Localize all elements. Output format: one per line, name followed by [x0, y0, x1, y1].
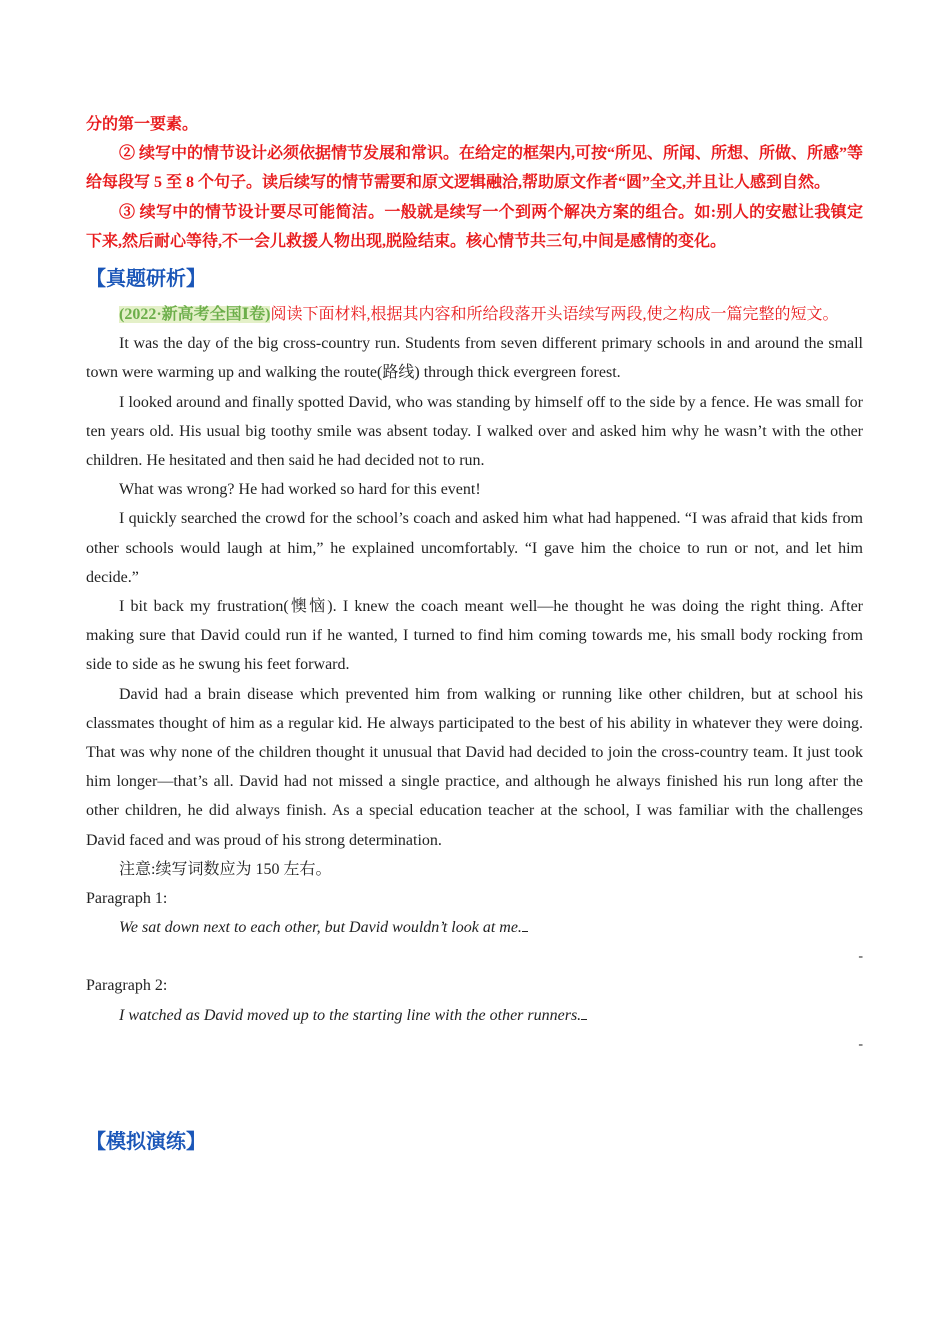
paragraph-2-opening-text: I watched as David moved up to the starting line with the other runners.: [119, 1006, 582, 1024]
instruction-text: 阅读下面材料,根据其内容和所给段落开头语续写两段,使之构成一篇完整的短文。: [270, 306, 839, 324]
answer-blank-2: [581, 1005, 587, 1020]
word-count-note: 注意:续写词数应为 150 左右。: [119, 860, 332, 878]
answer-blank-1: [522, 917, 528, 932]
intro-line-continuation: 分的第一要素。: [86, 116, 199, 133]
story-paragraph-5: I bit back my frustration(懊恼). I knew the coach meant well—he thought he was doing the right thing. After making sure that David could run if he wanted, I turned to find him coming towards me, his small body rocking from side to side as he swung his feet forward.: [86, 598, 863, 674]
document-content: [86, 110, 863, 1163]
story-paragraph-3: What was wrong? He had worked so hard for this event!: [119, 481, 481, 499]
section-heading-real-exam: 【真题研析】: [86, 266, 206, 291]
intro-item-3: ③ 续写中的情节设计要尽可能简洁。一般就是续写一个到两个解决方案的组合。如:别人的安慰让我镇定下来,然后耐心等待,不一会儿救援人物出现,脱险结束。核心情节共三句,中间是感情的变化。: [86, 203, 863, 250]
section-heading-practice: 【模拟演练】: [86, 1128, 206, 1153]
answer-line-end-2: -: [858, 1036, 863, 1052]
paragraph-2-label: Paragraph 2:: [86, 977, 168, 995]
paragraph-1-opening-text: We sat down next to each other, but David wouldn’t look at me.: [119, 919, 522, 937]
answer-line-end-1: -: [858, 949, 863, 965]
intro-item-2: ② 续写中的情节设计必须依据情节发展和常识。在给定的框架内,可按“所见、所闻、所想、所做、所感”等给每段写 5 至 8 个句子。读后续写的情节需要和原文逻辑融洽,帮助原文作者“圆”全文,并且让人感到自然。: [86, 145, 864, 192]
exam-source-tag: (2022·新高考全国Ⅰ卷): [119, 306, 271, 324]
story-paragraph-1: It was the day of the big cross-country run. Students from seven different primary schools in and around the small town were warming up and walking the route(路线) through thick evergreen forest.: [86, 335, 863, 382]
paragraph-1-label: Paragraph 1:: [86, 890, 168, 908]
paragraph-1-opening: [86, 913, 863, 942]
story-paragraph-6: David had a brain disease which prevented him from walking or running like other children, but at school his classmates thought of him as a regular kid. He always participated to the best of his ability in whatever they were doing. That was why none of the children thought it unusual that David had decided to join the cross-country team. It just took him longer—that’s all. David had not missed a single practice, and although he always finished his run long after the other children, he did always finish. As a special education teacher at the school, I was familiar with the challenges David faced and was proud of his strong determination.: [86, 685, 863, 849]
paragraph-2-opening: [86, 1001, 863, 1030]
story-paragraph-2: I looked around and finally spotted David, who was standing by himself off to the side by a fence. He was small for ten years old. His usual big toothy smile was absent today. I walked over and asked him why he wasn’t with the other children. He hesitated and then said he had decided not to run.: [86, 393, 863, 470]
task-instruction: [86, 300, 863, 329]
story-paragraph-4: I quickly searched the crowd for the school’s coach and asked him what had happened. “I was afraid that kids from other schools would laugh at him,” he explained uncomfortably. “I gave him the choice to run or not, and let him decide.”: [86, 510, 863, 586]
